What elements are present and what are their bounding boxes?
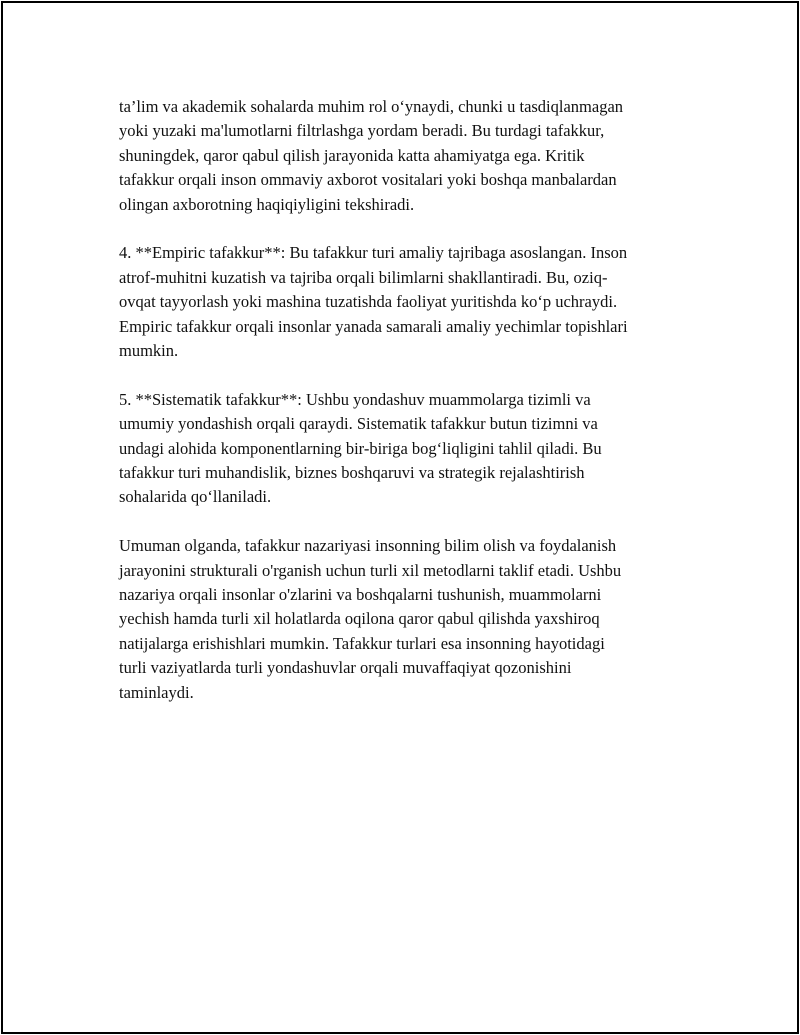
text-line: natijalarga erishishlari mumkin. Tafakkur turlari esa insonning hayotidagi xyxy=(119,633,605,653)
text-line: shuningdek, qaror qabul qilish jarayonida katta ahamiyatga ega. Kritik xyxy=(119,145,585,165)
text-line: turli vaziyatlarda turli yondashuvlar orqali muvaffaqiyat qozonishini xyxy=(119,658,572,678)
text-line: mumkin. xyxy=(119,341,179,361)
text-line: Umuman olganda, tafakkur nazariyasi insonning bilim olish va foydalanish xyxy=(119,536,617,556)
text-line: atrof-muhitni kuzatish va tajriba orqali bilimlarni shakllantiradi. Bu, oziq- xyxy=(119,267,608,287)
text-line: ovqat tayyorlash yoki mashina tuzatishda faoliyat yuritishda ko‘p uchraydi. xyxy=(119,292,618,312)
text-line: yoki yuzaki ma'lumotlarni filtrlashga yordam beradi. Bu turdagi tafakkur, xyxy=(119,121,605,141)
text-line: taminlaydi. xyxy=(119,682,194,702)
text-line: yechish hamda turli xil holatlarda oqilona qaror qabul qilishda yaxshiroq xyxy=(119,609,600,629)
paragraph-critical-thinking-continued xyxy=(119,95,701,217)
text-line: undagi alohida komponentlarning bir-biriga bog‘liqligini tahlil qiladi. Bu xyxy=(119,438,602,458)
paragraph-conclusion xyxy=(119,534,701,705)
text-line: ta’lim va akademik sohalarda muhim rol o‘ynaydi, chunki u tasdiqlanmagan xyxy=(119,97,624,116)
text-line: nazariya orqali insonlar o'zlarini va boshqalarni tushunish, muammolarni xyxy=(119,585,602,605)
text-line: 5. **Sistematik tafakkur**: Ushbu yondashuv muammolarga tizimli va xyxy=(119,389,591,409)
document-page xyxy=(1,1,799,1034)
document-body xyxy=(119,95,701,730)
text-line: Empiric tafakkur orqali insonlar yanada samarali amaliy yechimlar topishlari xyxy=(119,316,628,336)
text-line: jarayonini strukturali o'rganish uchun turli xil metodlarni taklif etadi. Ushbu xyxy=(119,560,622,580)
paragraph-empiric-thinking xyxy=(119,241,701,363)
text-line: tafakkur orqali inson ommaviy axborot vositalari yoki boshqa manbalardan xyxy=(119,170,617,190)
text-line: olingan axborotning haqiqiyligini tekshiradi. xyxy=(119,194,415,214)
text-line: 4. **Empiric tafakkur**: Bu tafakkur turi amaliy tajribaga asoslangan. Inson xyxy=(119,243,628,263)
paragraph-systematic-thinking xyxy=(119,388,701,510)
text-line: sohalarida qo‘llaniladi. xyxy=(119,487,272,507)
text-line: umumiy yondashish orqali qaraydi. Sistematik tafakkur butun tizimni va xyxy=(119,414,598,434)
text-line: tafakkur turi muhandislik, biznes boshqaruvi va strategik rejalashtirish xyxy=(119,463,585,483)
